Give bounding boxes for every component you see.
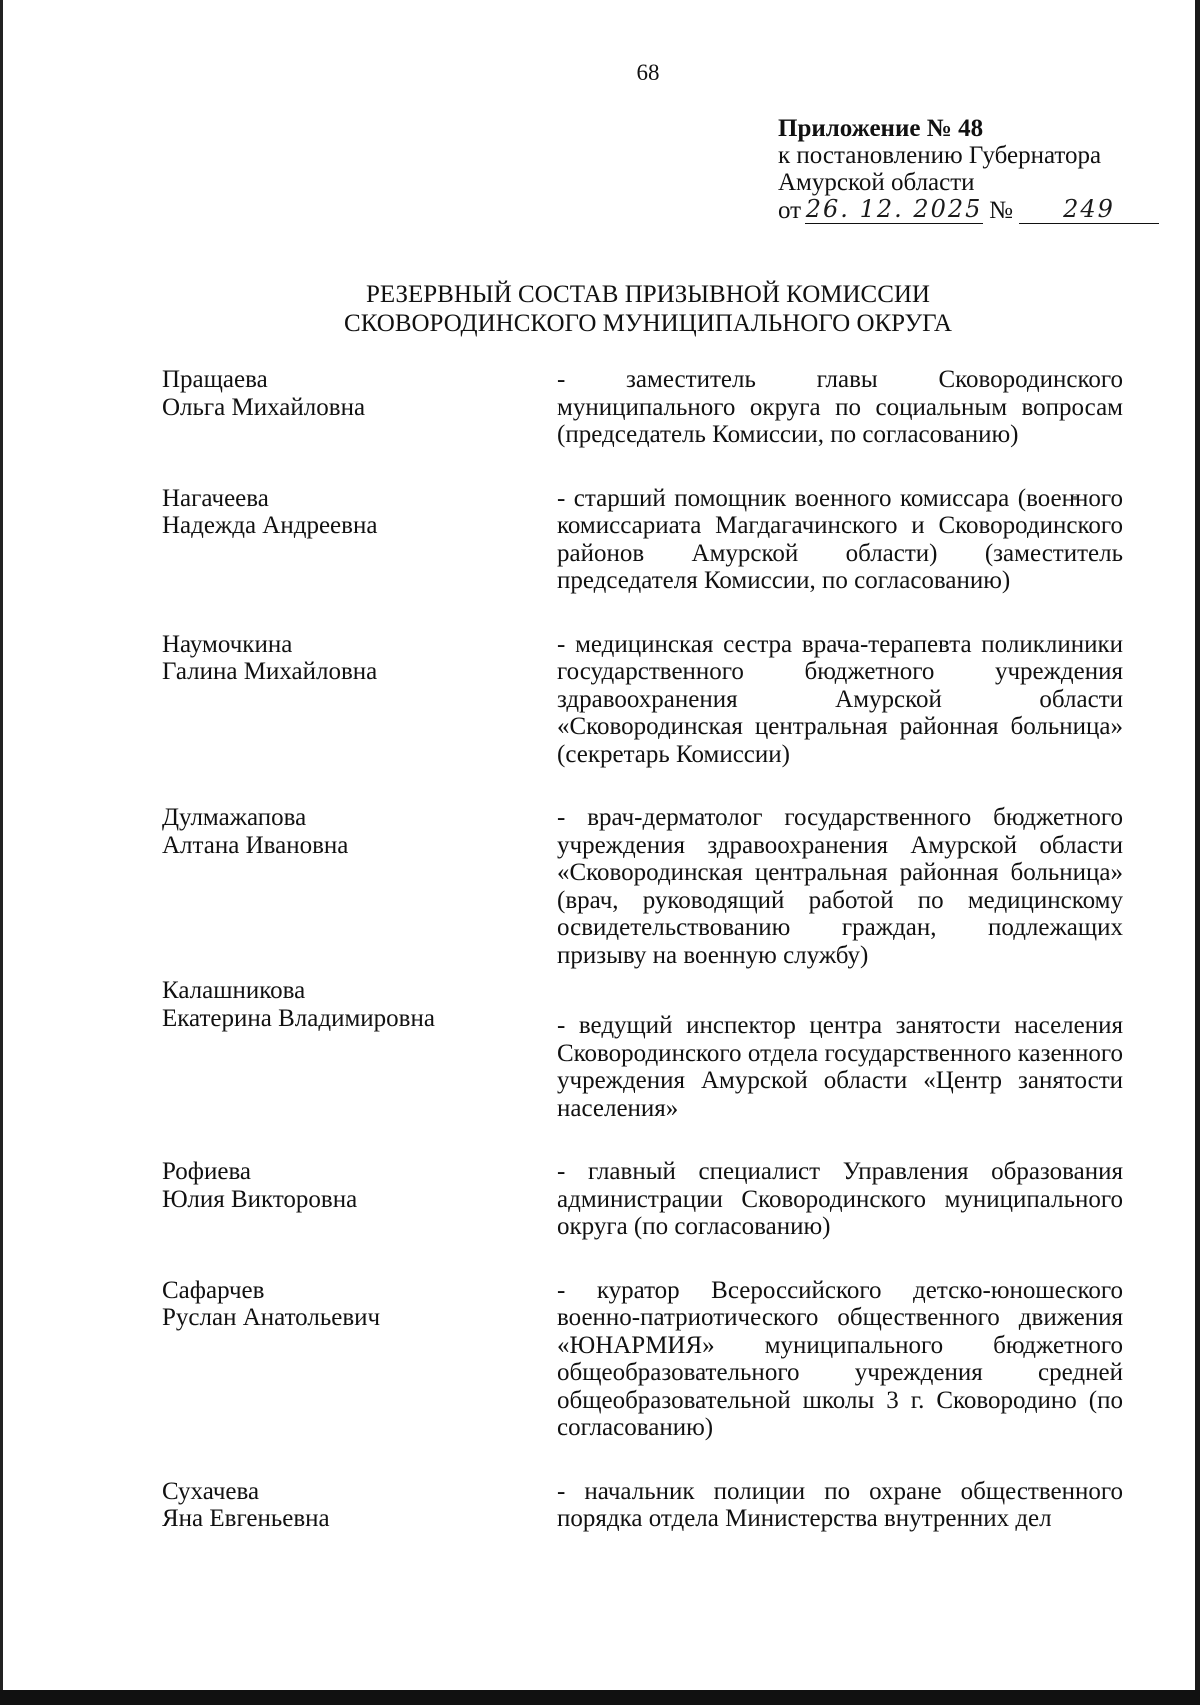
member-name [162,485,522,540]
date-prefix: от [778,197,802,224]
member-role: - ведущий инспектор центра занятости населения Сковородинского отдела государственного казенного учреждения Амурской области «Центр занятости населения» [557,1012,1123,1122]
member-name [162,1277,522,1332]
member-given-names: Ольга Михайловна [162,393,366,421]
member-surname: Дулмажапова [162,804,307,831]
member-role: - заместитель главы Сковородинского муниципального округа по социальным вопросам (председатель Комиссии, по согласованию) [557,366,1123,448]
member-surname: Калашникова [162,977,306,1004]
members-list [0,366,1200,1533]
appendix-title: Приложение № 48 [778,115,984,142]
member-entry [0,977,1200,1122]
handwritten-number: 249 [1019,196,1159,224]
member-given-names: Алтана Ивановна [162,831,349,859]
member-given-names: Юлия Викторовна [162,1185,358,1213]
member-entry [0,804,1200,969]
member-given-names: Надежда Андреевна [162,512,378,539]
member-given-names: Екатерина Владимировна [162,1004,435,1032]
appendix-line-region: Амурской области [778,169,975,196]
member-surname: Наумочкина [162,630,293,658]
member-entry [0,366,1200,449]
member-surname: Пращаева [162,366,268,393]
member-name [162,1158,522,1213]
appendix-header [778,115,1178,224]
member-role: - главный специалист Управления образования администрации Сковородинского муниципального округа (по согласованию) [557,1158,1123,1240]
member-role: - медицинская сестра врача-терапевта поликлиники государственного бюджетного учреждения здравоохранения Амурской области «Сковородинская центральная районная больница» (секретарь Комиссии) [557,630,1123,768]
heading-line-2: СКОВОРОДИНСКОГО МУНИЦИПАЛЬНОГО ОКРУГА [344,310,952,337]
member-surname: Нагачеева [162,484,269,512]
appendix-line-decree: к постановлению Губернатора [778,142,1102,169]
member-entry [0,1478,1200,1533]
scan-edge-bottom [0,1690,1200,1705]
member-given-names: Яна Евгеньевна [162,1505,330,1532]
member-surname: Сухачева [162,1477,260,1505]
member-surname: Рофиева [162,1158,252,1185]
member-role: - начальник полиции по охране общественного порядка отдела Министерства внутренних дел [557,1477,1123,1532]
member-entry [0,1277,1200,1442]
member-name [162,1478,522,1533]
member-role: - куратор Всероссийского детско-юношеского военно-патриотического общественного движения «ЮНАРМИЯ» муниципального бюджетного общеобразовательного учреждения средней общеобразовательной школы 3 г. Сковородино (по согласованию) [557,1276,1123,1441]
member-surname: Сафарчев [162,1276,265,1304]
member-role: - старший помощник военного комиссара (военного комиссариата Магдагачинского и Сковородинского районов Амурской области) (заместитель председателя Комиссии, по согласованию) [557,484,1123,594]
appendix-dateline [778,196,1178,224]
member-name [162,631,522,686]
handwritten-date: 26. 12. 2025 [805,195,983,223]
member-role: - врач-дерматолог государственного бюджетного учреждения здравоохранения Амурской области «Сковородинская центральная районная больница» (врач, руководящий работой по медицинскому освидетельствованию граждан, подлежащих призыву на военную службу) [557,804,1123,969]
member-name [162,366,522,421]
member-name [162,977,522,1032]
member-entry [0,631,1200,769]
heading-line-1: РЕЗЕРВНЫЙ СОСТАВ ПРИЗЫВНОЙ КОМИССИИ [365,281,930,308]
member-entry [0,485,1200,595]
document-heading [0,280,1200,338]
number-prefix: № [989,197,1013,224]
page-number: 68 [636,60,660,85]
member-given-names: Галина Михайловна [162,658,378,685]
member-entry [0,1158,1200,1241]
member-name [162,804,522,859]
member-given-names: Руслан Анатольевич [162,1304,381,1331]
